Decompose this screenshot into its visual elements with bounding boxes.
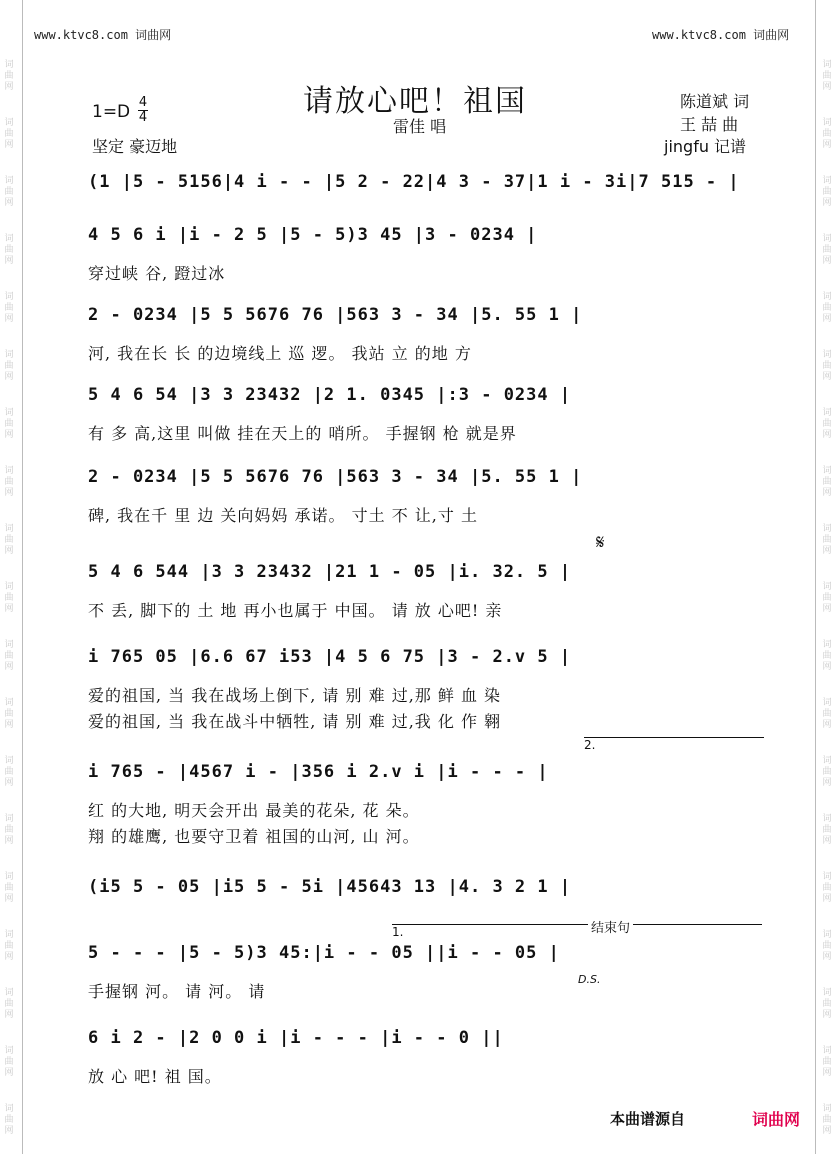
notation-line: i 765 - |4567 i - |356 i 2.v i |i - - - | xyxy=(88,762,549,782)
da-segno-mark: D.S. xyxy=(578,973,601,986)
side-watermark: 词曲网 xyxy=(4,582,14,614)
side-watermark: 词曲网 xyxy=(4,1046,14,1078)
lyric-line: 不 丢, 脚下的 土 地 再小也属于 中国。 请 放 心吧! 亲 xyxy=(88,601,503,620)
side-watermark: 词曲网 xyxy=(822,466,832,498)
lyric-line: 放 心 吧! 祖 国。 xyxy=(88,1067,222,1086)
notation-line: 5 4 6 54 |3 3 23432 |2 1. 0345 |:3 - 0234 | xyxy=(88,385,572,405)
side-watermark: 词曲网 xyxy=(4,640,14,672)
tempo-marking: 坚定 豪迈地 xyxy=(92,137,178,156)
side-watermark: 词曲网 xyxy=(4,292,14,324)
side-watermark: 词曲网 xyxy=(822,814,832,846)
notation-line: 5 4 6 544 |3 3 23432 |21 1 - 05 |i. 32. 5 | xyxy=(88,562,572,582)
side-watermark: 词曲网 xyxy=(4,756,14,788)
lyric-line: 河, 我在长 长 的边境线上 巡 逻。 我站 立 的地 方 xyxy=(88,344,472,363)
side-watermark: 词曲网 xyxy=(822,234,832,266)
ending-label: 结束句 xyxy=(588,917,633,936)
side-watermark: 词曲网 xyxy=(4,234,14,266)
source-prefix: 本曲谱源自 xyxy=(610,1110,686,1128)
left-border-line xyxy=(22,0,23,1154)
lyric-line: 手握钢 河。 请 河。 请 xyxy=(88,982,266,1001)
side-watermark: 词曲网 xyxy=(822,872,832,904)
time-signature xyxy=(138,96,148,125)
side-watermark: 词曲网 xyxy=(822,118,832,150)
side-watermark: 词曲网 xyxy=(822,524,832,556)
side-watermark: 词曲网 xyxy=(822,292,832,324)
side-watermark: 词曲网 xyxy=(4,814,14,846)
side-watermark: 词曲网 xyxy=(822,60,832,92)
source-site-link[interactable]: 词曲网 xyxy=(752,1110,801,1129)
lyric-line: 翔 的雄鹰, 也要守卫着 祖国的山河, 山 河。 xyxy=(88,827,420,846)
lyric-line: 红 的大地, 明天会开出 最美的花朵, 花 朵。 xyxy=(88,801,420,820)
site-url-left: www.ktvc8.com 词曲网 xyxy=(34,28,172,42)
side-watermark: 词曲网 xyxy=(4,408,14,440)
right-border-line xyxy=(815,0,816,1154)
notation-line: 5 - - - |5 - 5)3 45:|i - - 05 ||i - - 05 | xyxy=(88,943,560,963)
side-watermark: 词曲网 xyxy=(4,1104,14,1136)
composer-credit: 王 喆 曲 xyxy=(680,115,739,134)
song-title: 请放心吧！祖国 xyxy=(303,84,527,119)
site-url-right: www.ktvc8.com 词曲网 xyxy=(652,28,790,42)
side-watermark: 词曲网 xyxy=(822,640,832,672)
lyric-line: 爱的祖国, 当 我在战场上倒下, 请 别 难 过,那 鲜 血 染 xyxy=(88,686,502,705)
side-watermark: 词曲网 xyxy=(822,756,832,788)
notation-line: (i5 5 - 05 |i5 5 - 5i |45643 13 |4. 3 2 1 | xyxy=(88,877,572,897)
key-signature: 1=D xyxy=(92,102,131,122)
side-watermark: 词曲网 xyxy=(4,60,14,92)
side-watermark: 词曲网 xyxy=(822,988,832,1020)
lyric-line: 碑, 我在千 里 边 关向妈妈 承诺。 寸土 不 让,寸 土 xyxy=(88,506,478,525)
notation-line: (1 |5 - 5156|4 i - - |5 2 - 22|4 3 - 37|1 i - 3i|7 515 - | xyxy=(88,172,740,192)
side-watermark: 词曲网 xyxy=(4,466,14,498)
volta-bracket-upper xyxy=(584,737,764,752)
notation-line: 2 - 0234 |5 5 5676 76 |563 3 - 34 |5. 55 1 | xyxy=(88,467,583,487)
side-watermark: 词曲网 xyxy=(822,698,832,730)
notation-line: i 765 05 |6.6 67 i53 |4 5 6 75 |3 - 2.v 5 | xyxy=(88,647,572,667)
lyric-line: 爱的祖国, 当 我在战斗中牺牲, 请 别 难 过,我 化 作 翱 xyxy=(88,712,502,731)
volta-number-upper: 2. xyxy=(584,738,596,752)
side-watermark: 词曲网 xyxy=(4,118,14,150)
side-watermark: 词曲网 xyxy=(822,350,832,382)
volta-number-lower: 1. xyxy=(392,925,404,939)
lyricist-credit: 陈道斌 词 xyxy=(680,92,750,111)
segno-sign: 𝄋 xyxy=(596,530,605,554)
time-signature-bottom: 4 xyxy=(138,110,148,125)
side-watermark: 词曲网 xyxy=(822,930,832,962)
side-watermark: 词曲网 xyxy=(4,930,14,962)
side-watermark: 词曲网 xyxy=(822,1104,832,1136)
side-watermark: 词曲网 xyxy=(4,988,14,1020)
singer-credit: 雷佳 唱 xyxy=(393,117,447,136)
notation-line: 2 - 0234 |5 5 5676 76 |563 3 - 34 |5. 55 1 | xyxy=(88,305,583,325)
notation-line: 6 i 2 - |2 0 0 i |i - - - |i - - 0 || xyxy=(88,1028,504,1048)
side-watermark: 词曲网 xyxy=(822,1046,832,1078)
volta-bracket-lower xyxy=(392,921,762,939)
lyric-line: 穿过峡 谷, 蹬过冰 xyxy=(88,264,226,283)
side-watermark: 词曲网 xyxy=(4,872,14,904)
side-watermark: 词曲网 xyxy=(822,176,832,208)
time-signature-top: 4 xyxy=(138,95,148,110)
side-watermark: 词曲网 xyxy=(4,350,14,382)
side-watermark: 词曲网 xyxy=(4,698,14,730)
side-watermark: 词曲网 xyxy=(822,408,832,440)
lyric-line: 有 多 高,这里 叫做 挂在天上的 哨所。 手握钢 枪 就是界 xyxy=(88,424,517,443)
notation-line: 4 5 6 i |i - 2 5 |5 - 5)3 45 |3 - 0234 | xyxy=(88,225,538,245)
side-watermark: 词曲网 xyxy=(4,176,14,208)
side-watermark: 词曲网 xyxy=(822,582,832,614)
side-watermark: 词曲网 xyxy=(4,524,14,556)
transcriber-credit: jingfu 记谱 xyxy=(664,137,747,156)
